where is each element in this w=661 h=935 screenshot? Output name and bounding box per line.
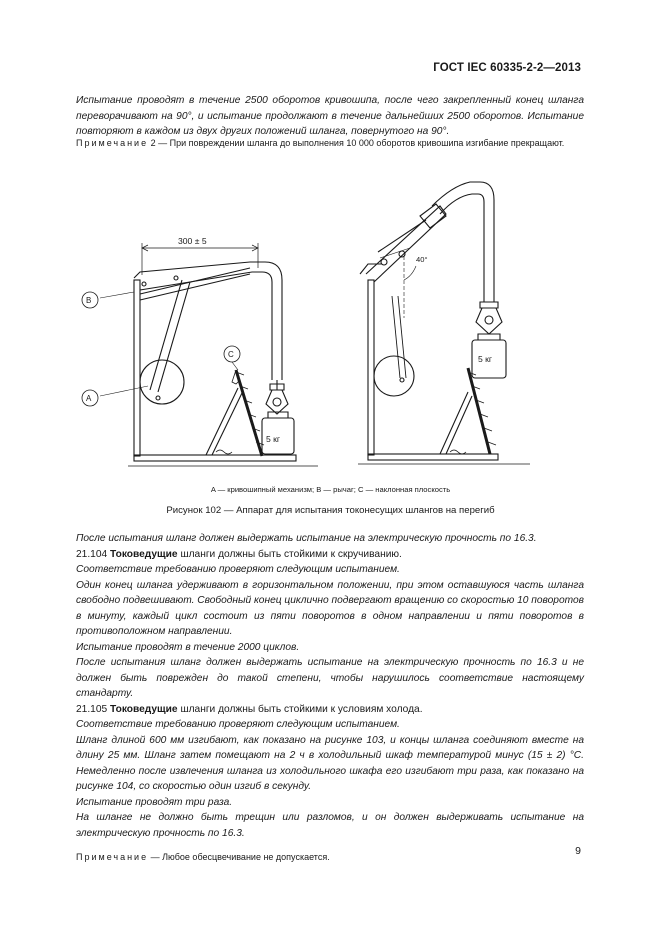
paragraph-6: После испытания шланг должен выдержать испытание на электрическую прочность по 16.3 и не должен быть поврежден до такой степени, чтобы нарушилось соответствие настоящему стандарту. xyxy=(76,657,584,699)
final-note-text: — Любое обесцвечивание не допускается. xyxy=(150,852,330,862)
clause-21-104 xyxy=(76,547,584,563)
callout-a: A xyxy=(86,394,92,403)
clause-bold-term: Токоведущие xyxy=(110,548,178,560)
paragraph-4: Один конец шланга удерживают в горизонтальном положении, при этом оставшуюся часть шланга свободно подвешивают. Свободный конец циклично подвергают вращению со скоростью 10 поворотов в минуту, каждый цикл состоит из пяти поворотов в одном направлении и пяти поворотов в противоположном направлении. xyxy=(76,579,584,637)
note-2-text: 2 — При повреждении шланга до выполнения 10 000 оборотов кривошипа изгибание прекращают. xyxy=(150,138,565,148)
weight-left-label: 5 кг xyxy=(266,434,281,444)
callout-c: C xyxy=(228,350,234,359)
final-note xyxy=(76,851,584,865)
body-text xyxy=(76,531,584,865)
paragraph-5: Испытание проводят в течение 2000 циклов. xyxy=(76,641,300,653)
standard-header: ГОСТ IEC 60335-2-2—2013 xyxy=(433,62,581,74)
page-number: 9 xyxy=(575,845,581,857)
paragraph-8: Соответствие требованию проверяют следующим испытанием. xyxy=(76,719,400,730)
left-apparatus xyxy=(82,243,318,466)
clause-number: 21.105 xyxy=(76,703,108,715)
weight-right-label: 5 кг xyxy=(478,354,493,364)
dimension-label: 300 ± 5 xyxy=(178,236,207,246)
callout-b: B xyxy=(86,296,92,305)
angle-label: 40° xyxy=(416,255,428,264)
note-2-label: Примечание xyxy=(76,138,149,148)
paragraph-1: После испытания шланг должен выдержать испытание на электрическую прочность по 16.3. xyxy=(76,533,537,544)
paragraph-9: Шланг длиной 600 мм изгибают, как показано на рисунке 103, и концы шланга соединяют вместе на длину 25 мм. Шланг затем помещают на 2 ч в холодильный шкаф температурой минус (15 ± 2) °С. Немедленно после извлечения шланга из холодильного шкафа его изгибают три раза, как показано на рисунке 104, со скоростью один изгиб в секунду. xyxy=(76,734,584,792)
clause-21-105 xyxy=(76,702,584,718)
paragraph-3: Соответствие требованию проверяют следующим испытанием. xyxy=(76,564,400,575)
clause-number: 21.104 xyxy=(76,548,108,560)
figure-legend: A — кривошипный механизм; B — рычаг; C — наклонная плоскость xyxy=(210,485,451,494)
final-note-label: Примечание xyxy=(76,852,149,862)
figure-caption: Рисунок 102 — Аппарат для испытания токонесущих шлангов на перегиб xyxy=(166,505,495,516)
top-paragraph: Испытание проводят в течение 2500 оборотов кривошипа, после чего закрепленный конец шланга переворачивают на 90°, и испытание продолжают в течение дальнейших 2500 оборотов. Испытание повторяют в каждом из двух других положений шланга, повернутого на 90°. xyxy=(76,95,584,137)
right-apparatus xyxy=(358,182,530,464)
clause-text: шланги должны быть стойкими к скручиванию. xyxy=(180,548,402,560)
clause-bold-term: Токоведущие xyxy=(110,703,178,715)
paragraph-11: На шланге не должно быть трещин или разломов, и он должен выдерживать испытание на электрическую прочность по 16.3. xyxy=(76,812,584,839)
clause-text: шланги должны быть стойкими к условиям холода. xyxy=(180,703,423,715)
paragraph-10: Испытание проводят три раза. xyxy=(76,796,233,808)
